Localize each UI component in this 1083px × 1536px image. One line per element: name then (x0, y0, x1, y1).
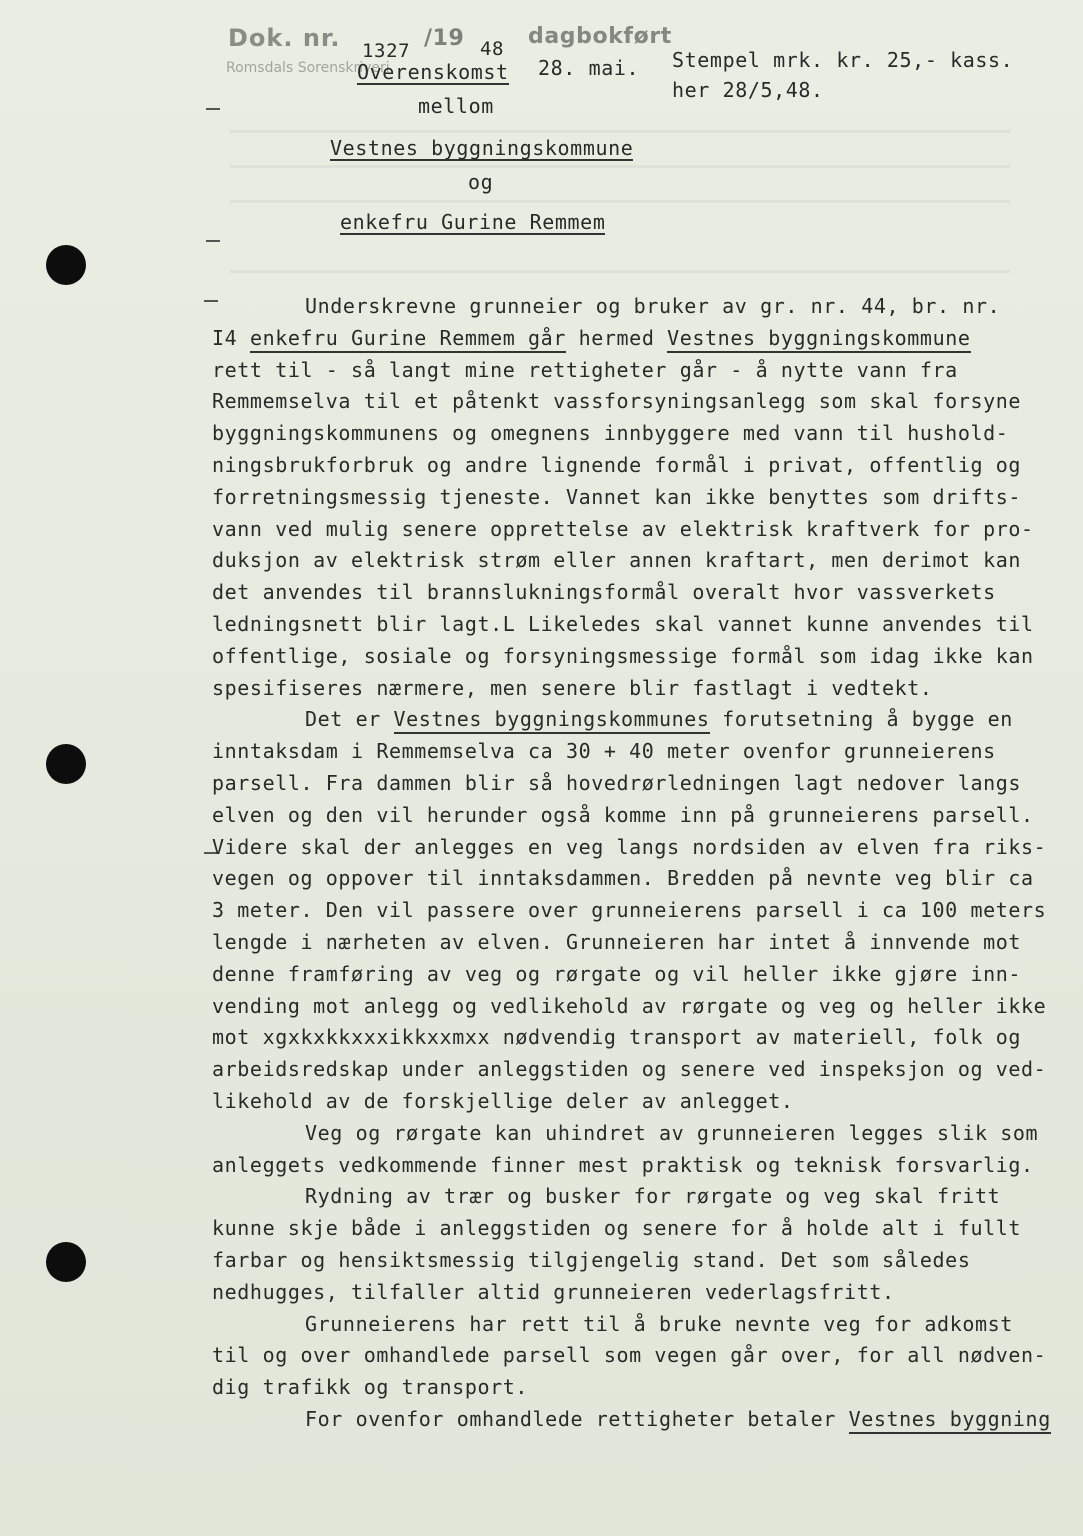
punch-hole (46, 245, 86, 285)
party-one: Vestnes byggningskommune (330, 136, 634, 160)
body-line: anleggets vedkommende finner mest praktisk og teknisk forsvarlig. (212, 1152, 1034, 1177)
punch-hole (46, 1242, 86, 1282)
body-line: farbar og hensiktsmessig tilgjengelig stand. Det som således (212, 1248, 971, 1272)
body-line: For ovenfor omhandlede rettigheter betaler Vestnes byggning (305, 1409, 1051, 1429)
body-line: nedhugges, tilfaller altid grunneieren vederlagsfritt. (212, 1279, 895, 1304)
body-line: Det er Vestnes byggningskommunes forutsetning å bygge en (305, 709, 1013, 729)
doc-year: 48 (480, 38, 505, 60)
body-line: det anvendes til brannslukningsformål overalt hvor vassverkets (212, 580, 996, 605)
margin-mark (206, 108, 220, 110)
archive-stamp: Dok. nr. (228, 24, 341, 52)
body-line: Underskrevne grunneier og bruker av gr. nr. 44, br. nr. (305, 294, 1001, 318)
body-line: Veg og rørgate kan uhindret av grunneieren legges slik som (305, 1120, 1039, 1145)
body-line: I4 enkefru Gurine Remmem går hermed Vestnes byggningskommune (212, 328, 971, 348)
stamp-word: dagbokført (528, 24, 672, 49)
body-line: rett til - så langt mine rettigheter går - å nytte vann fra (212, 357, 958, 382)
punch-hole (46, 744, 86, 784)
body-line: mot xgxkxkkxxxikkxxmxx nødvendig transport av materiell, folk og (212, 1025, 1022, 1050)
body-line: Remmemselva til et påtenkt vassforsyningsanlegg som skal forsyne (212, 389, 1022, 414)
body-line: spesifiseres nærmere, men senere blir fastlagt i vedtekt. (212, 675, 933, 700)
body-line: inntaksdam i Remmemselva ca 30 + 40 meter ovenfor grunneierens (212, 739, 996, 764)
stamp-note-1: Stempel mrk. kr. 25,- kass. (672, 48, 1014, 72)
stamp-note-2: her 28/5,48. (672, 78, 824, 102)
body-line: lengde i nærheten av elven. Grunneieren har intet å innvende mot (212, 930, 1022, 954)
document-title: Overenskomst (357, 60, 509, 84)
body-line: ningsbrukforbruk og andre lignende formål i privat, offentlig og (212, 453, 1022, 477)
and-word: og (468, 170, 494, 194)
body-line: kunne skje både i anleggstiden og senere for å holde alt i fullt (212, 1216, 1022, 1241)
archive-stamp-sub: Romsdals Sorenskriveri (226, 60, 390, 76)
body-line: forretningsmessig tjeneste. Vannet kan ikke benyttes som drifts- (212, 484, 1022, 509)
body-line: dig trafikk og transport. (212, 1375, 529, 1400)
between-word: mellom (418, 94, 494, 118)
document-date: 28. mai. (538, 56, 640, 80)
body-line: 3 meter. Den vil passere over grunneierens parsell i ca 100 meters (212, 898, 1047, 923)
body-line: parsell. Fra dammen blir så hovedrørledningen lagt nedover langs (212, 771, 1022, 795)
doc-number: 1327 (362, 40, 411, 62)
body-line: likehold av de forskjellige deler av anlegget. (212, 1089, 794, 1113)
body-line: denne framføring av veg og rørgate og vil heller ikke gjøre inn- (212, 961, 1022, 986)
body-line: Videre skal der anlegges en veg langs nordsiden av elven fra riks- (212, 834, 1047, 859)
body-line: vending mot anlegg og vedlikehold av rørgate og veg og heller ikke (212, 993, 1047, 1018)
body-line: duksjon av elektrisk strøm eller annen kraftart, men derimot kan (212, 548, 1022, 573)
party-two: enkefru Gurine Remmem (340, 210, 606, 234)
body-line: elven og den vil herunder også komme inn på grunneierens parsell. (212, 802, 1034, 827)
margin-mark (206, 240, 220, 242)
body-line: arbeidsredskap under anleggstiden og senere ved inspeksjon og ved- (212, 1057, 1047, 1082)
body-line: ledningsnett blir lagt.L Likeledes skal vannet kunne anvendes til (212, 612, 1034, 636)
margin-mark (204, 300, 218, 302)
body-line: byggningskommunens og omegnens innbyggere med vann til hushold- (212, 421, 1009, 446)
body-line: Grunneierens har rett til å bruke nevnte veg for adkomst (305, 1311, 1013, 1336)
body-line: Rydning av trær og busker for rørgate og veg skal fritt (305, 1184, 1001, 1209)
year-prefix: /19 (424, 26, 465, 51)
body-line: offentlige, sosiale og forsyningsmessige formål som idag ikke kan (212, 643, 1034, 668)
body-line: til og over omhandlede parsell som vegen går over, for all nødven- (212, 1343, 1047, 1368)
body-line: vegen og oppover til inntaksdammen. Bredden på nevnte veg blir ca (212, 866, 1034, 891)
body-line: vann ved mulig senere opprettelse av elektrisk kraftverk for pro- (212, 516, 1034, 541)
